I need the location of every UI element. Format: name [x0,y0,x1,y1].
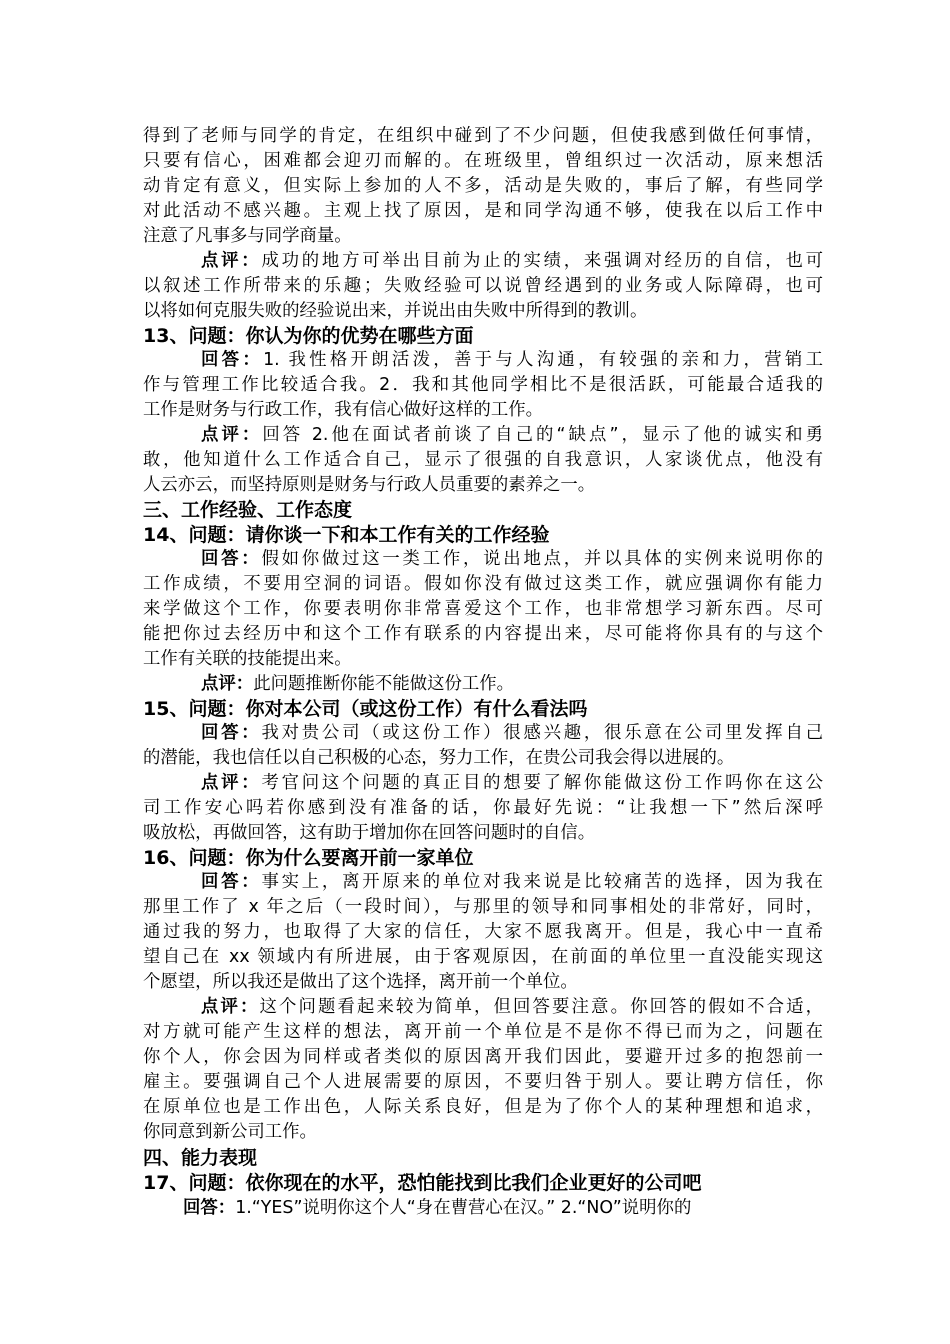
question-heading: 17、问题：依你现在的水平，恐怕能找到比我们企业更好的公司吧 [143,1172,702,1194]
paragraph-line: 对此活动不感兴趣。主观上找了原因，是和同学沟通不够，使我在以后工作中 [143,201,823,221]
paragraph-line: 司工作安心吗若你感到没有准备的话，你最好先说：“让我想一下”然后深呼 [143,798,823,818]
answer-label: 回答： [201,350,264,370]
paragraph-line: 人云亦云，而坚持原则是财务与行政人员重要的素养之一。 [143,475,596,495]
answer-line: 回答：事实上，离开原来的单位对我来说是比较痛苦的选择，因为我在 [201,872,823,892]
paragraph-line: 作与管理工作比较适合我。2．我和其他同学相比不是很活跃，可能最合适我的 [143,375,823,395]
comment-line: 点评：成功的地方可举出目前为止的实绩，来强调对经历的自信，也可 [201,251,823,271]
paragraph-line: 对方就可能产生这样的想法，离开前一个单位是不是你不得已而为之，问题在 [143,1022,823,1042]
comment-label: 点评： [201,251,262,271]
question-heading: 14、问题：请你谈一下和本工作有关的工作经验 [143,524,550,546]
answer-line: 回答：我对贵公司（或这份工作）很感兴趣，很乐意在公司里发挥自己 [201,723,823,743]
paragraph-line: 来学做这个工作，你要表明你非常喜爱这个工作，也非常想学习新东西。尽可 [143,599,823,619]
paragraph-line: 雇主。要强调自己个人进展需要的原因，不要归咎于别人。要让聘方信任，你 [143,1072,823,1092]
paragraph-line: 以将如何克服失败的经验说出来，并说出由失败中所得到的教训。 [143,301,648,321]
paragraph-line: 你同意到新公司工作。 [143,1122,317,1142]
comment-line: 点评：这个问题看起来较为简单，但回答要注意。你回答的假如不合适， [201,997,823,1017]
paragraph-line: 工作成绩，不要用空洞的词语。假如你没有做过这类工作，就应强调你有能力 [143,574,823,594]
answer-label: 回答： [201,872,262,892]
comment-label: 点评： [201,997,260,1017]
paragraph-line: 吸放松，再做回答，这有助于增加你在回答问题时的自信。 [143,823,596,843]
paragraph-line: 只要有信心，困难都会迎刃而解的。在班级里，曾组织过一次活动，原来想活 [143,151,823,171]
paragraph-line: 工作是财务与行政工作，我有信心做好这样的工作。 [143,400,543,420]
question-heading: 15、问题：你对本公司（或这份工作）有什么看法吗 [143,698,588,720]
answer-line: 回答：1.“YES”说明你这个人“身在曹营心在汉。” 2.“NO”说明你的 [183,1198,692,1218]
paragraph-line: 个愿望，所以我还是做出了这个选择，离开前一个单位。 [143,972,578,992]
paragraph-line: 在原单位也是工作出色，人际关系良好，但是为了你个人的某种理想和追求， [143,1097,823,1117]
paragraph-line: 得到了老师与同学的肯定，在组织中碰到了不少问题，但使我感到做任何事情， [143,126,823,146]
paragraph-line: 通过我的努力，也取得了大家的信任，大家不愿我离开。但是，我心中一直希 [143,922,823,942]
paragraph-line: 的潜能，我也信任以自己积极的心态，努力工作，在贵公司我会得以进展的。 [143,748,735,768]
question-heading: 13、问题：你认为你的优势在哪些方面 [143,325,474,347]
paragraph-line: 动肯定有意义，但实际上参加的人不多，活动是失败的，事后了解，有些同学 [143,176,823,196]
paragraph-line: 注意了凡事多与同学商量。 [143,226,352,246]
comment-line: 点评：考官问这个问题的真正目的想要了解你能做这份工作吗你在这公 [201,773,823,793]
answer-line: 回答：1. 我性格开朗活泼，善于与人沟通，有较强的亲和力，营销工 [201,350,823,370]
paragraph-line: 能把你过去经历中和这个工作有联系的内容提出来，尽可能将你具有的与这个 [143,624,823,644]
paragraph-line: 望自己在 xx 领域内有所进展，由于客观原因，在前面的单位里一直没能实现这 [143,947,823,967]
question-heading: 16、问题：你为什么要离开前一家单位 [143,847,474,869]
paragraph-line: 以叙述工作所带来的乐趣；失败经验可以说曾经遇到的业务或人际障碍，也可 [143,276,823,296]
section-heading: 三、工作经验、工作态度 [143,499,353,521]
section-heading: 四、能力表现 [143,1147,258,1169]
answer-label: 回答： [201,549,262,569]
comment-label: 点评： [201,674,254,694]
comment-label: 点评： [201,773,262,793]
paragraph-line: 那里工作了 x 年之后（一段时间），与那里的领导和同事相处的非常好，同时， [143,897,823,917]
comment-line: 点评：回答 2.他在面试者前谈了自己的“缺点”，显示了他的诚实和勇 [201,425,823,445]
answer-label: 回答： [201,723,262,743]
paragraph-line: 工作有关联的技能提出来。 [143,649,352,669]
answer-line: 回答：假如你做过这一类工作，说出地点，并以具体的实例来说明你的 [201,549,823,569]
paragraph-line: 你个人，你会因为同样或者类似的原因离开我们因此，要避开过多的抱怨前一 [143,1047,823,1067]
comment-label: 点评： [201,425,263,445]
paragraph-line: 敢，他知道什么工作适合自己，显示了很强的自我意识，人家谈优点，他没有 [143,450,823,470]
answer-label: 回答： [183,1198,236,1218]
comment-line: 点评：此问题推断你能不能做这份工作。 [201,674,515,694]
